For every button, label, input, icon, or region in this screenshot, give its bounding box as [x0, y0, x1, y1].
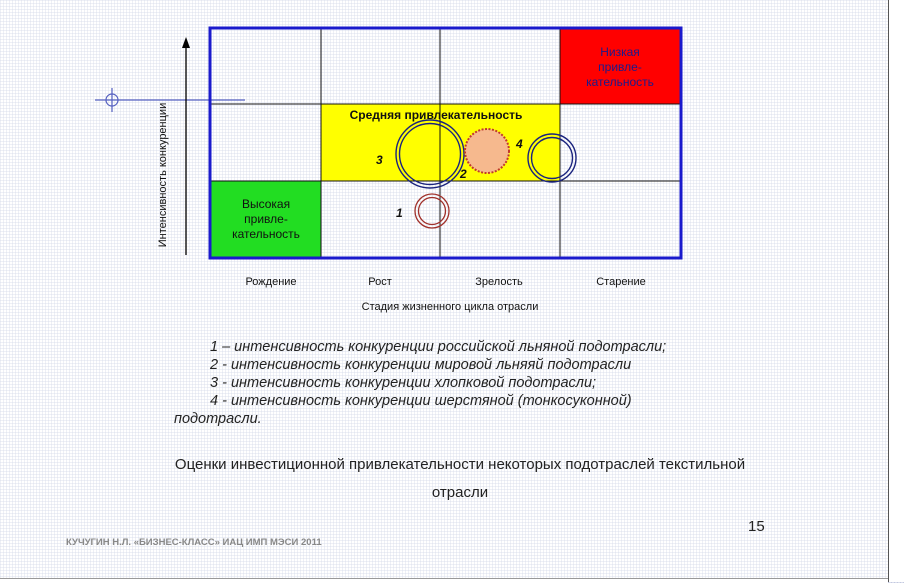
- stage-label-growth: Рост: [368, 276, 392, 288]
- legend-item-2: 2 - интенсивность конкуренции мировой льняяй подотрасли: [210, 357, 632, 373]
- footer-author: КУЧУГИН Н.Л. «БИЗНЕС-КЛАСС» ИАЦ ИМП МЭСИ 2011: [66, 537, 322, 548]
- x-axis-label: Стадия жизненного цикла отрасли: [361, 301, 539, 313]
- legend-item-4: 4 - интенсивность конкуренции шерстяной (тонкосуконной): [210, 393, 632, 409]
- legend-item-3: 3 - интенсивность конкуренции хлопковой подотрасли;: [210, 375, 597, 391]
- marker-label-4: 4: [516, 137, 523, 151]
- stage-label-birth: Рождение: [245, 276, 297, 288]
- marker-1: [415, 194, 449, 228]
- zone-high-label-line-2: привле-: [244, 212, 288, 226]
- crosshair-decoration: [95, 88, 245, 112]
- legend-continuation: подотрасли.: [174, 411, 262, 427]
- zone-medium-label: Средняя привлекательность: [349, 108, 523, 122]
- window-bottom-edge: [0, 578, 888, 583]
- caption-line-2: отрасли: [431, 484, 489, 501]
- window-right-edge: [888, 0, 904, 582]
- zone-low-label-line-3: кательность: [586, 75, 654, 89]
- caption-line-1: Оценки инвестиционной привлекательности некоторых подотраслей текстильной: [174, 456, 746, 473]
- stage-label-aging: Старение: [596, 276, 646, 288]
- zone-low-label-line-2: привле-: [598, 60, 642, 74]
- zone-high-label-line-3: кательность: [232, 227, 300, 241]
- marker-2: [465, 129, 509, 173]
- zone-low-label-line-1: Низкая: [600, 45, 640, 59]
- marker-label-3: 3: [376, 153, 383, 167]
- marker-label-2: 2: [460, 167, 467, 181]
- y-axis-arrowhead: [182, 37, 190, 48]
- zone-high-label-line-1: Высокая: [241, 197, 291, 211]
- stage-label-maturity: Зрелость: [475, 276, 523, 288]
- y-axis-label: Интенсивность конкуренции: [157, 102, 169, 248]
- marker-label-1: 1: [396, 206, 403, 220]
- page-number: 15: [748, 518, 765, 535]
- legend-item-1: 1 – интенсивность конкуренции российской льняной подотрасли;: [210, 339, 667, 355]
